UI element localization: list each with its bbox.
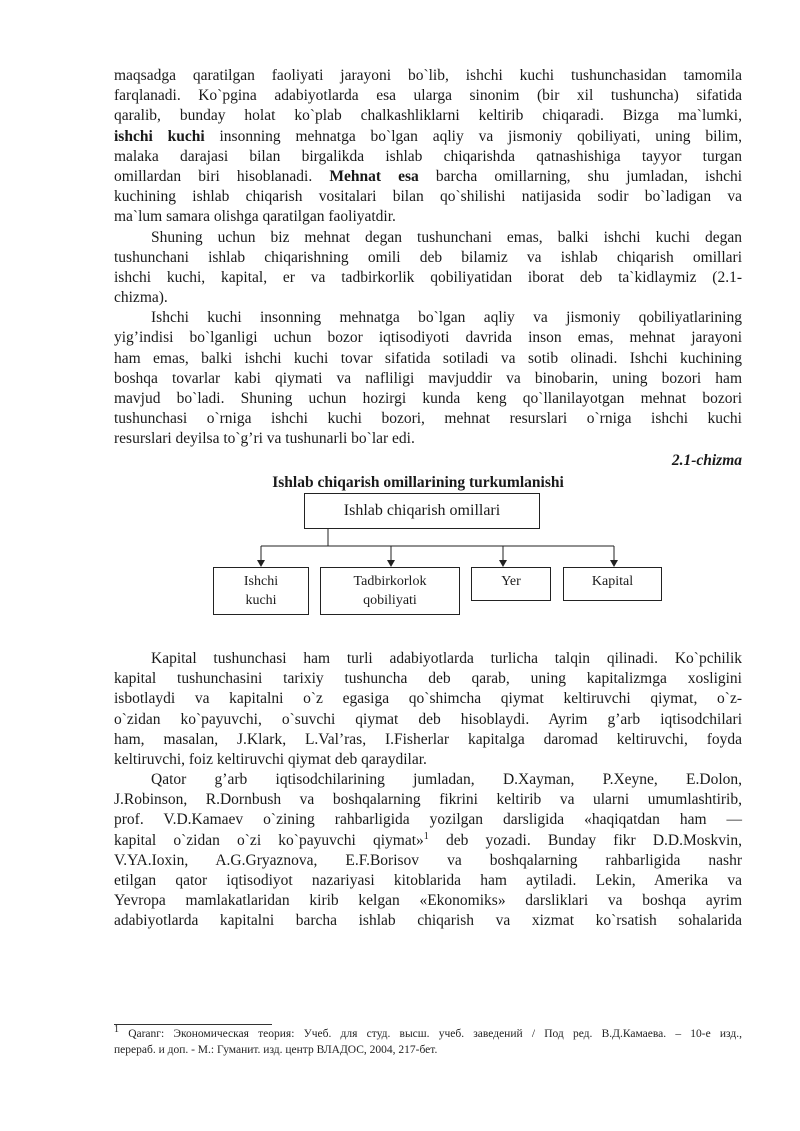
node-label: Tadbirkorlok [353,573,427,589]
text-line: ham emas, balki ishchi kuchi tovar sifatida sotiladi va sotib olinadi. Ishchi kuchining [114,349,742,367]
arrow-down-icon [387,560,395,567]
text-line: Yevropa mamlakatlaridan kirib kelgan «Ekonomiks» darsliklari va boshqa ayrim [114,892,742,910]
node-label: qobiliyati [363,592,417,608]
node-ishchi-kuchi [213,567,309,615]
paragraph-2 [114,228,742,309]
text-line [114,127,742,147]
node-label: Ishchi [243,573,279,589]
node-label: kuchi [245,592,277,608]
text-span: insonning mehnatga bo`lgan aqliy va jismoniy qobiliyati, uning bilim, [204,127,742,145]
text-line: Shuning uchun biz mehnat degan tushunchani emas, balki ishchi kuchi degan [151,228,742,246]
paragraph-4 [114,649,742,770]
arrow-down-icon [610,560,618,567]
footnote-ref[interactable]: 1 [423,830,429,842]
text-span: deb yozadi. Bunday fikr D.D.Moskvin, [428,831,742,849]
text-line: mavjud bo`ladi. Shuning uchun hozirgi kunda keng qo`llanilayotgan mehnat bozori [114,390,742,407]
figure-label: 2.1-chizma [671,451,742,469]
text-line: farqlanadi. Ko`pgina adabiyotlarda esa ularga sinonim (bir xil tushuncha) sifatida [114,87,742,105]
text-line: ham, masalan, J.Klark, L.Val’ras, I.Fisherlar kapitalga daromad keltiruvchi, foyda [114,730,742,748]
footnote-line: перераб. и доп. - М.: Гуманит. изд. центр ВЛАДОС, 2004, 217-бет. [114,1044,438,1056]
node-tadbirkorlik [320,567,460,615]
factors-diagram [114,499,742,649]
text-line: ishchi kuchi, kapital, er va tadbirkorlik qobiliyatidan iborat deb ta`kidlaymiz (2.1- [114,268,742,286]
node-yer [471,567,551,601]
node-label: Yer [501,573,521,589]
footnote-line [114,1026,742,1042]
text-line: prof. V.D.Kamaev o`zining rahbarligida yozilgan darsligida «haqiqatdan ham — [114,811,742,829]
arrow-down-icon [257,560,265,567]
text-line: etilgan qator iqtisodiyot nazariyasi kitoblarida ham aytiladi. Lekin, Amerika va [114,872,742,890]
paragraph-5 [114,770,742,932]
text-line: keltiruvchi, foiz keltiruvchi qiymat deb qaraydilar. [114,750,427,768]
text-line [114,167,742,187]
text-line: malaka darajasi bilan birgalikda ishlab chiqarishda qatnashishiga tayyor turgan [114,147,742,165]
text-span: omillardan biri hisoblanadi. [114,167,330,185]
node-label: Kapital [591,573,634,589]
text-line: tushunchasi o`rniga ishchi kuchi bozori, mehnat resurslari o`rniga ishchi kuchi [114,410,742,428]
text-line: chizma). [114,289,168,307]
footnote [114,1022,742,1058]
text-line: yig’indisi bo`lganligi uchun bozor iqtisodiyoti davrida inson emas, mehnat jarayoni [114,329,742,347]
text-line: isbotlaydi va kapitalni o`z egasiga qo`shimcha qiymat keltiruvchi qiymat, o`z- [114,690,742,708]
text-line: Ishchi kuchi insonning mehnatga bo`lgan aqliy va jismoniy qobiliyatlarining [151,309,742,327]
text-line: boshqa tovarlar kabi qiymati va nafliligi mavjuddir va binobarin, uning bozori ham [114,369,742,387]
root-node: Ishlab chiqarish omillari [304,493,540,529]
paragraph-1 [114,66,742,228]
page-content [114,66,742,932]
paragraph-3 [114,308,742,449]
term-ishchi-kuchi: ishchi kuchi [114,127,205,145]
text-line: maqsadga qaratilgan faoliyati jarayoni bo`lib, ishchi kuchi tushunchasidan tamomila [114,67,742,84]
text-line: qaralib, bunday holat ko`plab chalkashliklarni keltirib chiqaradi. Bizga ma`lumki, [114,107,742,125]
text-line: resurslari deyilsa to`g’ri va tushunarli bo`lar edi. [114,430,415,448]
text-line: J.Robinson, R.Dornbush va boshqalarning fikrini keltirib va ularni umumlashtirib, [114,791,742,809]
footnote-text: Qaranг: Экономическая теория: Учеб. для студ. высш. учеб. заведений / Под ред. В.Д.Камаева. – 10-е изд., [119,1028,742,1040]
figure-title: Ishlab chiqarish omillarining turkumlanishi [272,473,564,491]
text-line: adabiyotlarda kapitalni barcha ishlab chiqarish va xizmat ko`rsatish sohalarida [114,912,742,930]
text-line: ma`lum samara olishga qaratilgan faoliyatdir. [114,208,396,226]
text-span: barcha omillarning, shu jumladan, ishchi [418,167,743,185]
text-line [114,831,742,851]
text-line: tushunchani ishlab chiqarishning omili deb bilamiz va ishlab chiqarish omillari [114,248,742,266]
text-line: kuchining ishlab chiqarish vositalari bilan qo`shilishi natijasida sodir bo`ladigan va [114,188,742,206]
arrow-down-icon [499,560,507,567]
text-line: o`zidan ko`payuvchi, o`suvchi qiymat deb hisoblaydi. Ayrim g’arb iqtisodchilari [114,710,742,728]
text-line: Kapital tushunchasi ham turli adabiyotlarda turlicha talqin qilinadi. Ko`pchilik [151,649,742,667]
text-line: kapital tushunchasini tarixiy tushuncha deb qarab, uning kapitalizmga xosligini [114,670,742,688]
term-mehnat-esa: Mehnat esa [329,167,419,185]
text-line: V.YA.Ioxin, A.G.Gryaznova, E.F.Borisov va boshqalarning rahbarligida nashr [114,851,742,869]
node-kapital [563,567,662,601]
footnote-mark: 1 [114,1024,119,1036]
text-line: Qator g’arb iqtisodchilarining jumladan, D.Xayman, P.Xeyne, E.Dolon, [151,771,742,789]
text-span: kapital o`zidan o`zi ko`payuvchi qiymat» [114,831,424,849]
